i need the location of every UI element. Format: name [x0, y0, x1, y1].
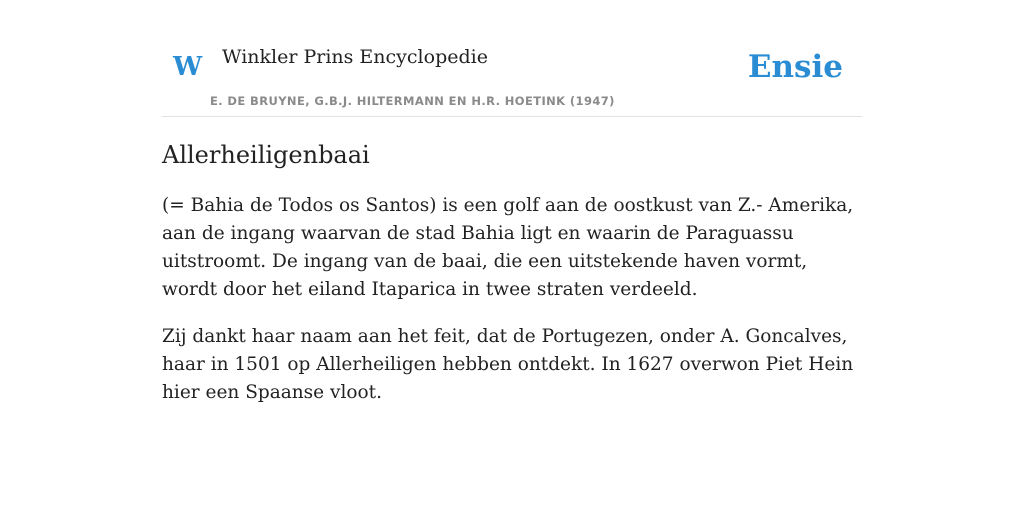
- page-container: [162, 0, 862, 407]
- article-title: Allerheiligenbaai: [162, 141, 370, 169]
- ensie-logo-link[interactable]: Ensie: [747, 49, 843, 85]
- source-title[interactable]: Winkler Prins Encyclopedie: [222, 46, 488, 68]
- article-paragraph: (= Bahia de Todos os Santos) is een golf aan de oostkust van Z.- Amerika, aan de ingang waarvan de stad Bahia ligt en waarin de Paraguassu uitstroomt. De ingang van de baai, die een uitstekende haven vormt, wordt door het eiland Itaparica in twee straten verdeeld.: [162, 194, 854, 300]
- source-authors: E. DE BRUYNE, G.B.J. HILTERMANN EN H.R. HOETINK (1947): [210, 94, 615, 108]
- article-paragraph: Zij dankt haar naam aan het feit, dat de Portugezen, onder A. Goncalves, haar in 1501 op Allerheiligen hebben ontdekt. In 1627 overwon Piet Hein hier een Spaanse vloot.: [162, 325, 854, 403]
- winkler-prins-logo[interactable]: W: [173, 52, 203, 82]
- source-header: [162, 0, 862, 117]
